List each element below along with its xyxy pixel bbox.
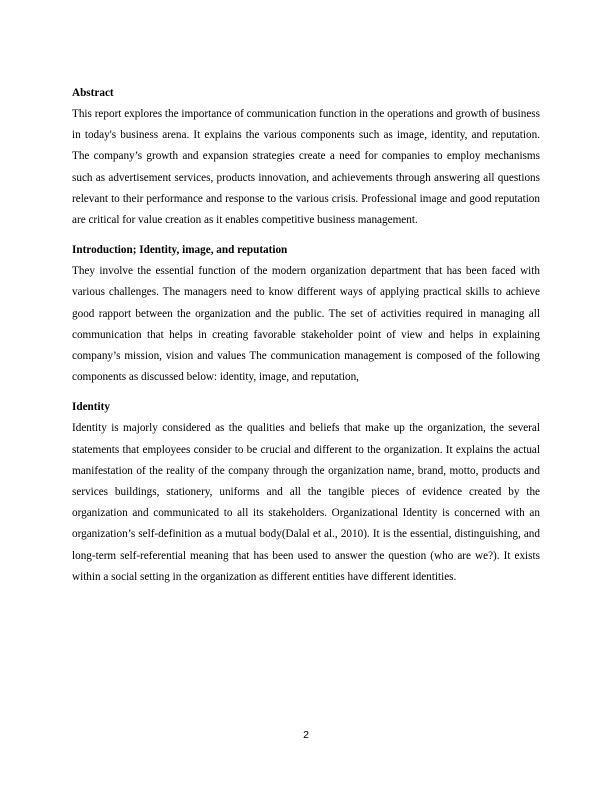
section-heading: Identity (72, 401, 110, 414)
page-content (72, 83, 540, 597)
section-abstract (72, 83, 540, 231)
section-paragraph: This report explores the importance of communication function in the operations and growth of business in today's business arena. It explains the various components such as image, identity, and reputation. The company’s growth and expansion strategies create a need for companies to employ mechanisms such as advertisement services, products innovation, and achievements through answering all questions relevant to their performance and response to the various crisis. Professional image and good reputation are critical for value creation as it enables competitive business management. (72, 108, 540, 227)
section-heading: Introduction; Identity, image, and reputation (72, 244, 288, 257)
page-number: 2 (303, 729, 309, 741)
section-heading: Abstract (72, 87, 114, 99)
section-introduction (72, 240, 540, 388)
section-identity (72, 397, 540, 588)
section-paragraph: Identity is majorly considered as the qualities and beliefs that make up the organization, the several statements that employees consider to be crucial and different to the organization. It explains the actual manifestation of the reality of the company through the organization name, brand, motto, products and services buildings, stationery, uniforms and all the tangible pieces of evidence created by the organization and communicated to all its stakeholders. Organizational Identity is concerned with an organization’s self-definition as a mutual body(Dalal et al., 2010). It is the essential, distinguishing, and long-term self-referential meaning that has been used to answer the question (who are we?). It exists within a social setting in the organization as different entities have different identities. (72, 422, 540, 583)
section-paragraph: They involve the essential function of the modern organization department that has been faced with various challenges. The managers need to know different ways of applying practical skills to achieve good rapport between the organization and the public. The set of activities required in managing all communication that helps in creating favorable stakeholder point of view and helps in explaining company’s mission, vision and values The communication management is composed of the following components as discussed below: identity, image, and reputation, (72, 265, 540, 384)
